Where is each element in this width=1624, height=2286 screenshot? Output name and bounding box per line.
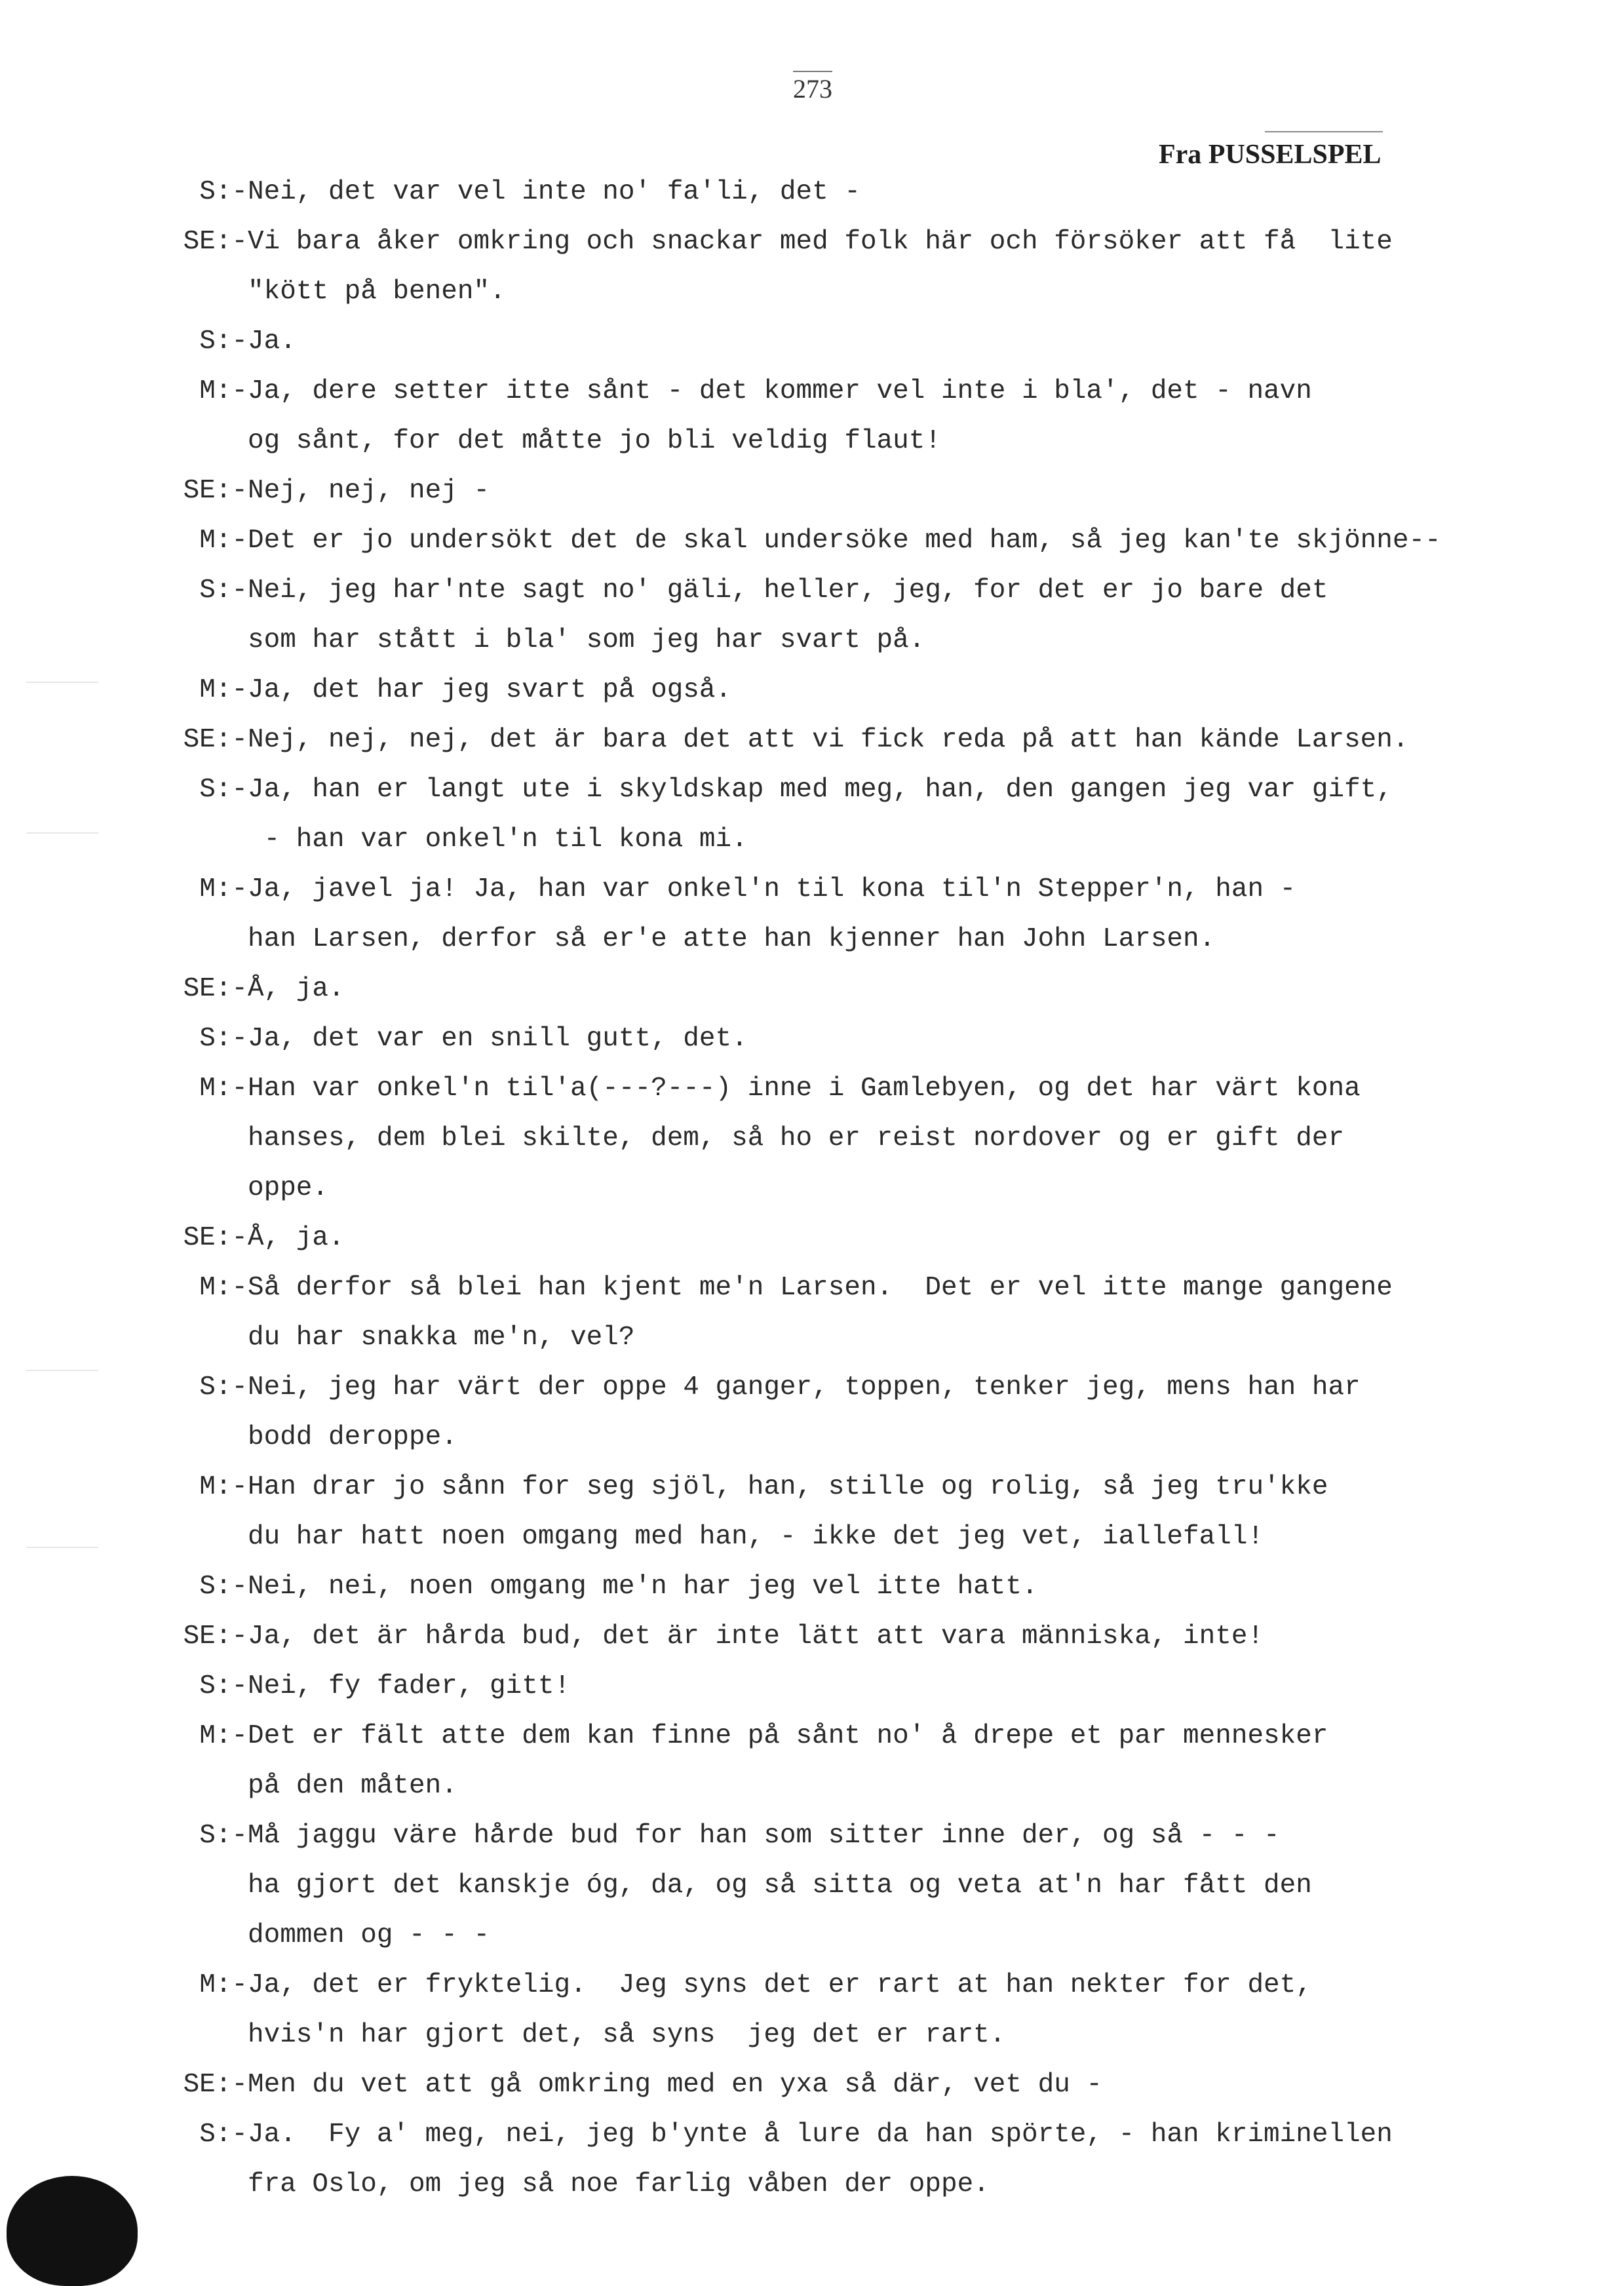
transcript	[0, 167, 1573, 2209]
source-label: Fra PUSSELSPEL	[1159, 140, 1382, 170]
speaker-label: M:-	[199, 376, 248, 406]
punch-hole	[7, 2176, 138, 2286]
transcript-entry	[0, 864, 1573, 964]
dialogue-line: du har snakka me'n, vel?	[248, 1323, 635, 1353]
transcript-entry	[0, 765, 1573, 864]
dialogue-line: Ja, dere setter itte sånt - det kommer vel inte i bla', det - navn	[248, 376, 1312, 406]
speaker-label: SE:-	[183, 974, 248, 1004]
dialogue-line: Nej, nej, nej -	[248, 476, 490, 506]
dialogue-line: oppe.	[248, 1173, 329, 1203]
dialogue-line: Må jaggu väre hårde bud for han som sitter inne der, og så - - -	[248, 1821, 1280, 1851]
speaker-label: M:-	[199, 1472, 248, 1502]
dialogue-line: hanses, dem blei skilte, dem, så ho er reist nordover og er gift der	[248, 1123, 1345, 1153]
transcript-entry	[0, 1612, 1573, 1661]
dialogue-line: Ja, det är hårda bud, det är inte lätt att vara människa, inte!	[248, 1621, 1264, 1652]
scan-mark	[26, 682, 98, 683]
transcript-entry	[0, 1064, 1573, 1213]
dialogue-line: Han drar jo sånn for seg sjöl, han, stille og rolig, så jeg tru'kke	[248, 1472, 1328, 1502]
dialogue-line: Men du vet att gå omkring med en yxa så där, vet du -	[248, 2070, 1103, 2100]
speaker-label: M:-	[199, 1074, 248, 1104]
transcript-entry	[0, 964, 1573, 1014]
dialogue-line: Nej, nej, nej, det är bara det att vi fick reda på att han kände Larsen.	[248, 725, 1409, 755]
dialogue-line: - han var onkel'n til kona mi.	[248, 824, 748, 855]
dialogue-line: Så derfor så blei han kjent me'n Larsen. Det er vel itte mange gangene	[248, 1273, 1393, 1303]
transcript-entry	[0, 1562, 1573, 1612]
dialogue-line: Nei, jeg har'nte sagt no' gäli, heller, jeg, for det er jo bare det	[248, 575, 1328, 606]
speaker-label: SE:-	[183, 725, 248, 755]
dialogue-line: Han var onkel'n til'a(---?---) inne i Gamlebyen, og det har värt kona	[248, 1074, 1361, 1104]
transcript-entry	[0, 1661, 1573, 1711]
transcript-entry	[0, 1263, 1573, 1363]
transcript-entry	[0, 217, 1573, 317]
speaker-label: M:-	[199, 526, 248, 556]
dialogue-line: Det er fält atte dem kan finne på sånt no' å drepe et par mennesker	[248, 1721, 1328, 1751]
dialogue-line: Det er jo undersökt det de skal undersöke med ham, så jeg kan'te skjönne--	[248, 526, 1441, 556]
speaker-label: S:-	[199, 1572, 248, 1602]
speaker-label: M:-	[199, 675, 248, 705]
transcript-entry	[0, 1014, 1573, 1064]
scan-mark	[26, 1547, 98, 1548]
dialogue-line: hvis'n har gjort det, så syns jeg det er rart.	[248, 2020, 1006, 2050]
transcript-entry	[0, 366, 1573, 466]
transcript-entry	[0, 167, 1573, 217]
speaker-label: S:-	[199, 1024, 248, 1054]
dialogue-line: han Larsen, derfor så er'e atte han kjenner han John Larsen.	[248, 924, 1216, 954]
header-rule	[1265, 131, 1383, 132]
dialogue-line: Å, ja.	[248, 974, 345, 1004]
speaker-label: M:-	[199, 1273, 248, 1303]
dialogue-line: Å, ja.	[248, 1223, 345, 1253]
speaker-label: SE:-	[183, 1621, 248, 1652]
speaker-label: S:-	[199, 2120, 248, 2150]
transcript-entry	[0, 1363, 1573, 1462]
speaker-label: S:-	[199, 326, 248, 357]
speaker-label: S:-	[199, 775, 248, 805]
scan-mark	[26, 832, 98, 834]
speaker-label: S:-	[199, 1671, 248, 1701]
transcript-entry	[0, 1811, 1573, 1960]
dialogue-line: ha gjort det kanskje óg, da, og så sitta og veta at'n har fått den	[248, 1870, 1312, 1901]
dialogue-line: som har stått i bla' som jeg har svart på.	[248, 625, 925, 655]
dialogue-line: Ja. Fy a' meg, nei, jeg b'ynte å lure da han spörte, - han kriminellen	[248, 2120, 1393, 2150]
transcript-entry	[0, 1462, 1573, 1562]
scan-mark	[26, 1370, 98, 1371]
dialogue-line: Nei, nei, noen omgang me'n har jeg vel itte hatt.	[248, 1572, 1038, 1602]
transcript-entry	[0, 1711, 1573, 1811]
transcript-entry	[0, 566, 1573, 665]
dialogue-line: på den måten.	[248, 1771, 457, 1801]
dialogue-line: Nei, jeg har värt der oppe 4 ganger, toppen, tenker jeg, mens han har	[248, 1372, 1361, 1403]
speaker-label: M:-	[199, 1970, 248, 2000]
dialogue-line: Ja, det er fryktelig. Jeg syns det er rart at han nekter for det,	[248, 1970, 1312, 2000]
transcript-entry	[0, 1960, 1573, 2060]
dialogue-line: Ja, javel ja! Ja, han var onkel'n til kona til'n Stepper'n, han -	[248, 874, 1296, 904]
speaker-label: M:-	[199, 874, 248, 904]
transcript-entry	[0, 1213, 1573, 1263]
speaker-label: M:-	[199, 1721, 248, 1751]
speaker-label: S:-	[199, 177, 248, 207]
dialogue-line: Ja, det har jeg svart på også.	[248, 675, 732, 705]
dialogue-line: Vi bara åker omkring och snackar med folk här och försöker att få lite	[248, 227, 1393, 257]
speaker-label: SE:-	[183, 2070, 248, 2100]
transcript-entry	[0, 516, 1573, 566]
transcript-entry	[0, 317, 1573, 366]
speaker-label: SE:-	[183, 476, 248, 506]
dialogue-line: du har hatt noen omgang med han, - ikke det jeg vet, iallefall!	[248, 1522, 1264, 1552]
dialogue-line: og sånt, for det måtte jo bli veldig flaut!	[248, 426, 941, 456]
dialogue-line: Nei, fy fader, gitt!	[248, 1671, 571, 1701]
transcript-entry	[0, 2060, 1573, 2110]
dialogue-line: Ja, han er langt ute i skyldskap med meg, han, den gangen jeg var gift,	[248, 775, 1393, 805]
transcript-entry	[0, 2110, 1573, 2209]
transcript-entry	[0, 665, 1573, 715]
transcript-entry	[0, 715, 1573, 765]
page-number: 273	[793, 71, 832, 104]
speaker-label: SE:-	[183, 227, 248, 257]
speaker-label: SE:-	[183, 1223, 248, 1253]
speaker-label: S:-	[199, 1372, 248, 1403]
dialogue-line: Ja, det var en snill gutt, det.	[248, 1024, 748, 1054]
transcript-entry	[0, 466, 1573, 516]
speaker-label: S:-	[199, 575, 248, 606]
dialogue-line: fra Oslo, om jeg så noe farlig våben der oppe.	[248, 2169, 990, 2199]
dialogue-line: Nei, det var vel inte no' fa'li, det -	[248, 177, 860, 207]
dialogue-line: dommen og - - -	[248, 1920, 490, 1950]
dialogue-line: Ja.	[248, 326, 296, 357]
dialogue-line: bodd deroppe.	[248, 1422, 457, 1452]
dialogue-line: "kött på benen".	[248, 277, 506, 307]
speaker-label: S:-	[199, 1821, 248, 1851]
